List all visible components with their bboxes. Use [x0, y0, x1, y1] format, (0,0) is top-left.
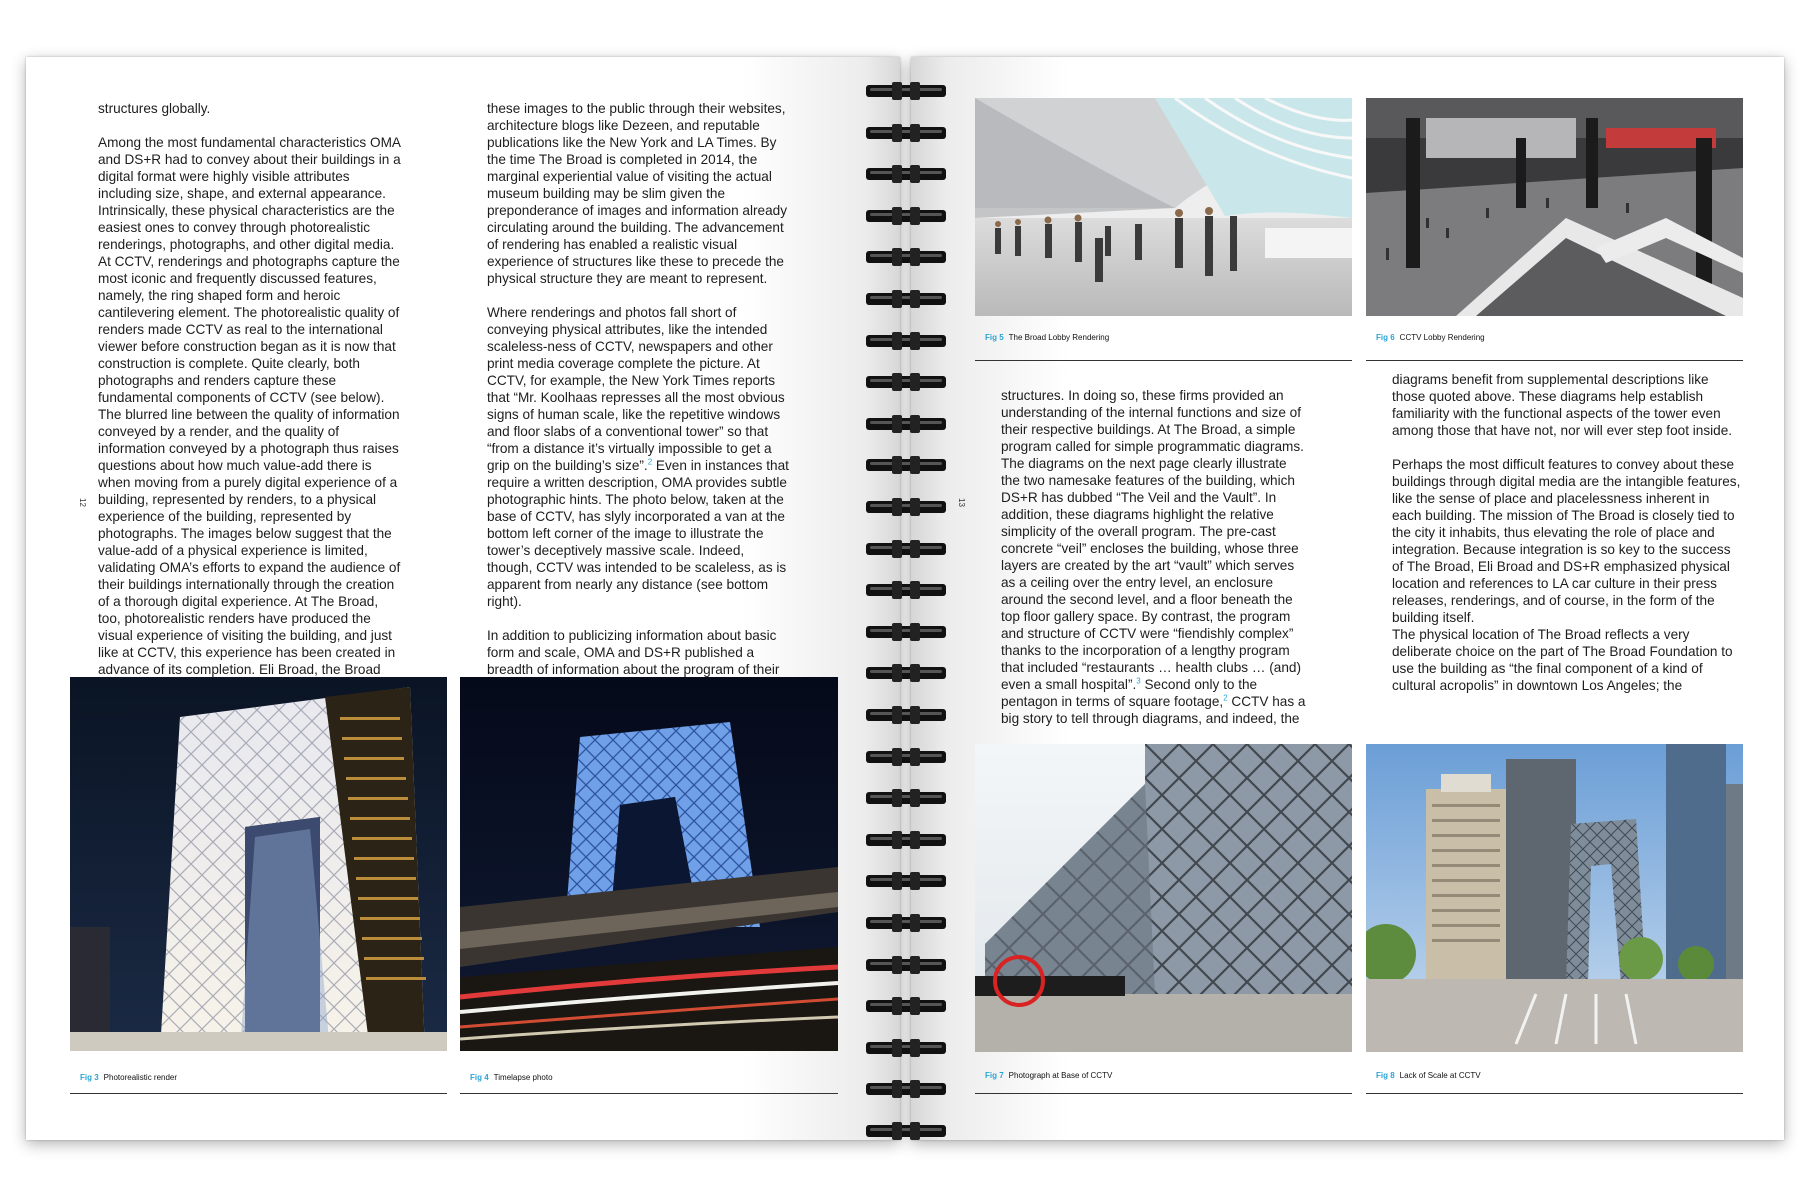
- binding-coil: [866, 870, 946, 892]
- paragraph: structures globally.: [98, 101, 211, 116]
- binding-coil: [866, 704, 946, 726]
- binding-coil: [866, 80, 946, 102]
- paragraph: these images to the public through their websites, architecture blogs like Dezeen, and reputable publications like the New York and LA Times. By the time The Broad is completed in 2014, the marginal experiential value of visiting the actual museum building may be slim given the preponderance of images and information already circulating around the building. The advancement of rendering has enabled a realistic visual experience of structures like these to precede the physical structure they are meant to represent.: [487, 101, 788, 286]
- figure-caption: Fig 5 The Broad Lobby Rendering: [985, 333, 1110, 342]
- left-column-1: [98, 100, 404, 695]
- right-page: [911, 57, 1784, 1140]
- figure-caption: Fig 6 CCTV Lobby Rendering: [1376, 333, 1485, 342]
- caption-rule: [975, 1093, 1352, 1094]
- right-column-2: [1392, 371, 1742, 694]
- paragraph: structures. In doing so, these firms provided an understanding of the internal functions and size of their respective buildings. At The Broad, a simple program called for simple programmatic diagrams. The diagrams on the next page clearly illustrate the two namesake features of the building, which DS+R has dubbed “The Veil and the Vault”. In addition, these diagrams highlight the relative simplicity of the overall program. The pre-cast concrete “veil” encloses the building, whose three layers are created by the art “vault” which serves as a ceiling over the entry level, an enclosure around the second level, and a floor beneath the top floor gallery space. By contrast, the program and structure of CCTV were “fiendishly complex” thanks to the incorporation of a lengthy program that included “restaurants … health clubs … (and) even a small hospital”.$^3$ Second only to the pentagon in terms of square footage,$^2$ CCTV has a big story to tell through diagrams, and indeed, the: [1001, 388, 1306, 726]
- page-number: 12: [77, 498, 87, 507]
- broad-lobby-image: [975, 98, 1352, 316]
- caption-rule: [460, 1093, 838, 1094]
- caption-rule: [1366, 360, 1743, 361]
- figure-caption: Fig 8 Lack of Scale at CCTV: [1376, 1071, 1481, 1080]
- binding-coil: [866, 205, 946, 227]
- left-page: [26, 57, 900, 1140]
- binding-coil: [866, 288, 946, 310]
- footnote-marker: 2: [1223, 693, 1228, 703]
- cctv-timelapse-image: [460, 677, 838, 1051]
- figure-caption: Fig 4 Timelapse photo: [470, 1073, 553, 1082]
- paragraph: Among the most fundamental characteristics OMA and DS+R had to convey about their buildings in a digital format were highly visible attributes including size, shape, and external appearance. Intrinsically, these physical characteristics are the easiest ones to convey through photorealistic renderings, photographs, and other digital media. At CCTV, renderings and photographs capture the most iconic and frequently discussed features, namely, the ring shaped form and heroic cantilevering element. The photorealistic quality of renders made CCTV as real to the international viewer before construction began as it is now that construction is complete. Quite clearly, both photographs and renders capture these fundamental components of CCTV (see below). The blurred line between the quality of information conveyed by a render, and the quality of information conveyed by a photograph thus raises questions about how much value-add there is when moving from a purely digital experience of a building, represented by renders, to a physical experience of the building, represented by photographs. The images below suggest that the value-add of a physical experience is limited, validating OMA’s efforts to expand the audience of their buildings internationally through the creation of a thorough digital experience. At The Broad, too, photorealistic renders have produced the visual experience of visiting the building, and just like at CCTV, this experience has been created in advance of its completion. Eli Broad, the Broad: [98, 135, 401, 677]
- binding-coil: [866, 371, 946, 393]
- binding-coil: [866, 330, 946, 352]
- right-column-1: [1001, 387, 1307, 727]
- figure-lack-of-scale-cctv[interactable]: [1366, 744, 1743, 1052]
- spiral-binding: [866, 80, 946, 1120]
- binding-coil: [866, 496, 946, 518]
- figure-timelapse-photo[interactable]: [460, 677, 838, 1051]
- binding-coil: [866, 1078, 946, 1100]
- binding-coil: [866, 579, 946, 601]
- binding-coil: [866, 662, 946, 684]
- binding-coil: [866, 954, 946, 976]
- cctv-base-photo-image: [975, 744, 1352, 1052]
- paragraph: In addition to publicizing information about basic form and scale, OMA and DS+R published a breadth of information about the program of their: [487, 628, 780, 677]
- caption-rule: [1366, 1093, 1743, 1094]
- figure-photorealistic-render[interactable]: [70, 677, 447, 1051]
- cctv-night-render-image: [70, 677, 447, 1051]
- figure-broad-lobby-rendering[interactable]: [975, 98, 1352, 316]
- binding-coil: [866, 621, 946, 643]
- binding-coil: [866, 787, 946, 809]
- paragraph: Perhaps the most difficult features to convey about these buildings through digital media are the intangible features, like the sense of place and placelessness inherent in each building. The mission of The Broad is closely tied to the city it inhabits, thus elevating the role of place and integration. Because integration is so key to the success of The Broad, Eli Broad and DS+R emphasized physical location and references to LA car culture in their press releases, renderings, and of course, in the form of the building itself.: [1392, 457, 1741, 625]
- paragraph: diagrams benefit from supplemental descriptions like those quoted above. These diagrams help establish familiarity with the functional aspects of the tower even among those that have not, nor will ever step foot inside.: [1392, 372, 1733, 438]
- figure-cctv-lobby-rendering[interactable]: [1366, 98, 1743, 316]
- binding-coil: [866, 829, 946, 851]
- binding-coil: [866, 122, 946, 144]
- figure-caption: Fig 7 Photograph at Base of CCTV: [985, 1071, 1113, 1080]
- caption-rule: [975, 360, 1352, 361]
- caption-rule: [70, 1093, 447, 1094]
- binding-coil: [866, 163, 946, 185]
- paragraph: Where renderings and photos fall short of conveying physical attributes, like the intended scaleless-ness of CCTV, newspapers and other print media coverage complete the picture. At CCTV, for example, the New York Times reports that “Mr. Koolhaas represses all the most obvious signs of human scale, like the repetitive windows and floor slabs of a conventional tower” so that “from a distance it’s virtually impossible to get a grip on the building’s size”.$^2$ Even in instances that require a written description, OMA provides subtle photographic hints. The photo below, taken at the base of CCTV, has slyly incorporated a van at the bottom left corner of the image to illustrate the tower’s deceptively massive scale. Indeed, though, CCTV was intended to be scaleless, as is apparent from nearly any distance (see bottom right).: [487, 305, 789, 609]
- binding-coil: [866, 538, 946, 560]
- binding-coil: [866, 746, 946, 768]
- binding-coil: [866, 1120, 946, 1142]
- binding-coil: [866, 1037, 946, 1059]
- binding-coil: [866, 454, 946, 476]
- left-column-2: [487, 100, 793, 695]
- figure-photograph-base-cctv[interactable]: [975, 744, 1352, 1052]
- footnote-marker: 2: [647, 457, 653, 467]
- binding-coil: [866, 995, 946, 1017]
- binding-coil: [866, 912, 946, 934]
- figure-caption: Fig 3 Photorealistic render: [80, 1073, 178, 1082]
- cctv-lobby-image: [1366, 98, 1743, 316]
- binding-coil: [866, 413, 946, 435]
- cctv-street-photo-image: [1366, 744, 1743, 1052]
- footnote-marker: 3: [1136, 676, 1141, 686]
- page-number: 13: [956, 498, 966, 507]
- binding-coil: [866, 246, 946, 268]
- paragraph: The physical location of The Broad reflects a very deliberate choice on the part of The Broad Foundation to use the building as “the final component of a kind of cultural acropolis” in downtown Los Angeles; the: [1392, 627, 1733, 693]
